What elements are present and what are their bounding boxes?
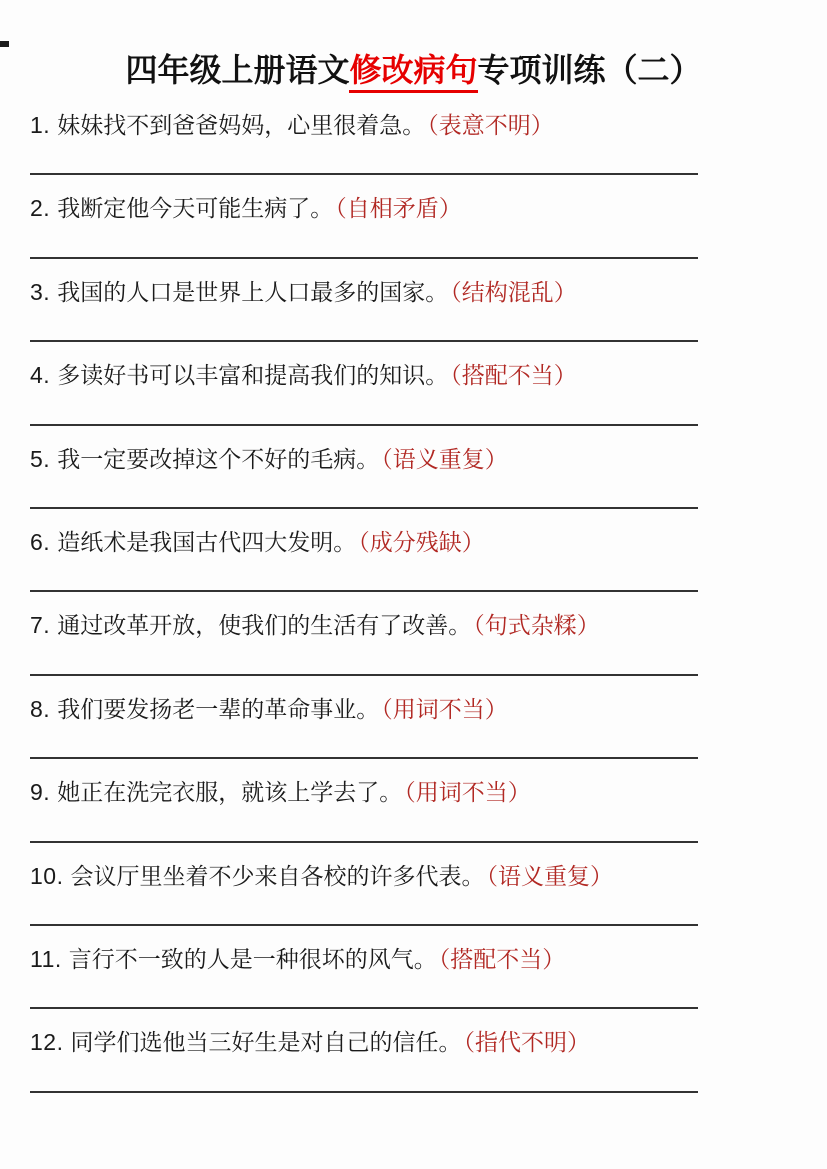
- sentence-line: [30, 175, 698, 223]
- error-type-annotation: （用词不当）: [404, 779, 531, 806]
- title-highlight: 修改病句: [349, 52, 477, 93]
- item-sentence: 造纸术是我国古代四大发明。: [57, 528, 357, 555]
- item-sentence: 同学们选他当三好生是对自己的信任。: [70, 1029, 462, 1056]
- item-sentence: 言行不一致的人是一种很坏的风气。: [68, 945, 437, 972]
- item-sentence: 通过改革开放，使我们的生活有了改善。: [57, 612, 472, 639]
- sentence-line: [30, 676, 698, 724]
- worksheet-item-2: [30, 175, 698, 258]
- sentence-line: [30, 843, 698, 891]
- item-sentence: 我断定他今天可能生病了。: [57, 195, 334, 222]
- scan-artifact: [0, 41, 9, 47]
- worksheet-item-12: [30, 1009, 698, 1092]
- item-number: 9.: [30, 779, 51, 806]
- error-type-annotation: （指代不明）: [463, 1029, 590, 1056]
- worksheet-item-10: [30, 843, 698, 926]
- sentence-line: [30, 509, 698, 557]
- sentence-line: [30, 592, 698, 640]
- sentence-line: [30, 259, 698, 307]
- item-sentence: 我国的人口是世界上人口最多的国家。: [57, 278, 449, 305]
- title-prefix: 四年级上册语文: [125, 52, 350, 88]
- item-sentence: 我们要发扬老一辈的革命事业。: [57, 695, 380, 722]
- error-type-annotation: （结构混乱）: [450, 278, 577, 305]
- worksheet-item-9: [30, 759, 698, 842]
- item-number: 6.: [30, 528, 51, 555]
- worksheet-items: [30, 92, 698, 1093]
- item-sentence: 妹妹找不到爸爸妈妈，心里很着急。: [57, 112, 426, 138]
- item-number: 11.: [30, 945, 62, 972]
- item-number: 2.: [30, 195, 51, 222]
- item-number: 3.: [30, 278, 51, 305]
- error-type-annotation: （成分残缺）: [358, 528, 485, 555]
- item-number: 12.: [30, 1029, 64, 1056]
- error-type-annotation: （表意不明）: [427, 112, 554, 138]
- title-suffix: 专项训练（二）: [477, 52, 702, 88]
- item-number: 5.: [30, 445, 51, 472]
- error-type-annotation: （用词不当）: [381, 695, 508, 722]
- item-number: 8.: [30, 695, 51, 722]
- item-sentence: 她正在洗完衣服，就该上学去了。: [57, 779, 403, 806]
- sentence-line: [30, 92, 698, 140]
- worksheet-item-8: [30, 676, 698, 759]
- error-type-annotation: （搭配不当）: [450, 362, 577, 389]
- error-type-annotation: （语义重复）: [381, 445, 508, 472]
- page-title: [0, 0, 827, 92]
- item-sentence: 多读好书可以丰富和提高我们的知识。: [57, 362, 449, 389]
- worksheet-item-3: [30, 259, 698, 342]
- item-sentence: 会议厅里坐着不少来自各校的许多代表。: [70, 862, 485, 889]
- sentence-line: [30, 342, 698, 390]
- item-sentence: 我一定要改掉这个不好的毛病。: [57, 445, 380, 472]
- item-number: 4.: [30, 362, 51, 389]
- item-number: 10.: [30, 862, 64, 889]
- item-number: 7.: [30, 612, 51, 639]
- worksheet-item-7: [30, 592, 698, 675]
- error-type-annotation: （自相矛盾）: [335, 195, 462, 222]
- sentence-line: [30, 426, 698, 474]
- error-type-annotation: （句式杂糅）: [473, 612, 600, 639]
- worksheet-item-6: [30, 509, 698, 592]
- error-type-annotation: （语义重复）: [486, 862, 613, 889]
- worksheet-item-11: [30, 926, 698, 1009]
- item-number: 1.: [30, 112, 51, 138]
- sentence-line: [30, 1009, 698, 1057]
- worksheet-item-4: [30, 342, 698, 425]
- worksheet-item-1: [30, 92, 698, 175]
- sentence-line: [30, 759, 698, 807]
- worksheet-item-5: [30, 426, 698, 509]
- error-type-annotation: （搭配不当）: [438, 945, 566, 972]
- sentence-line: [30, 926, 698, 974]
